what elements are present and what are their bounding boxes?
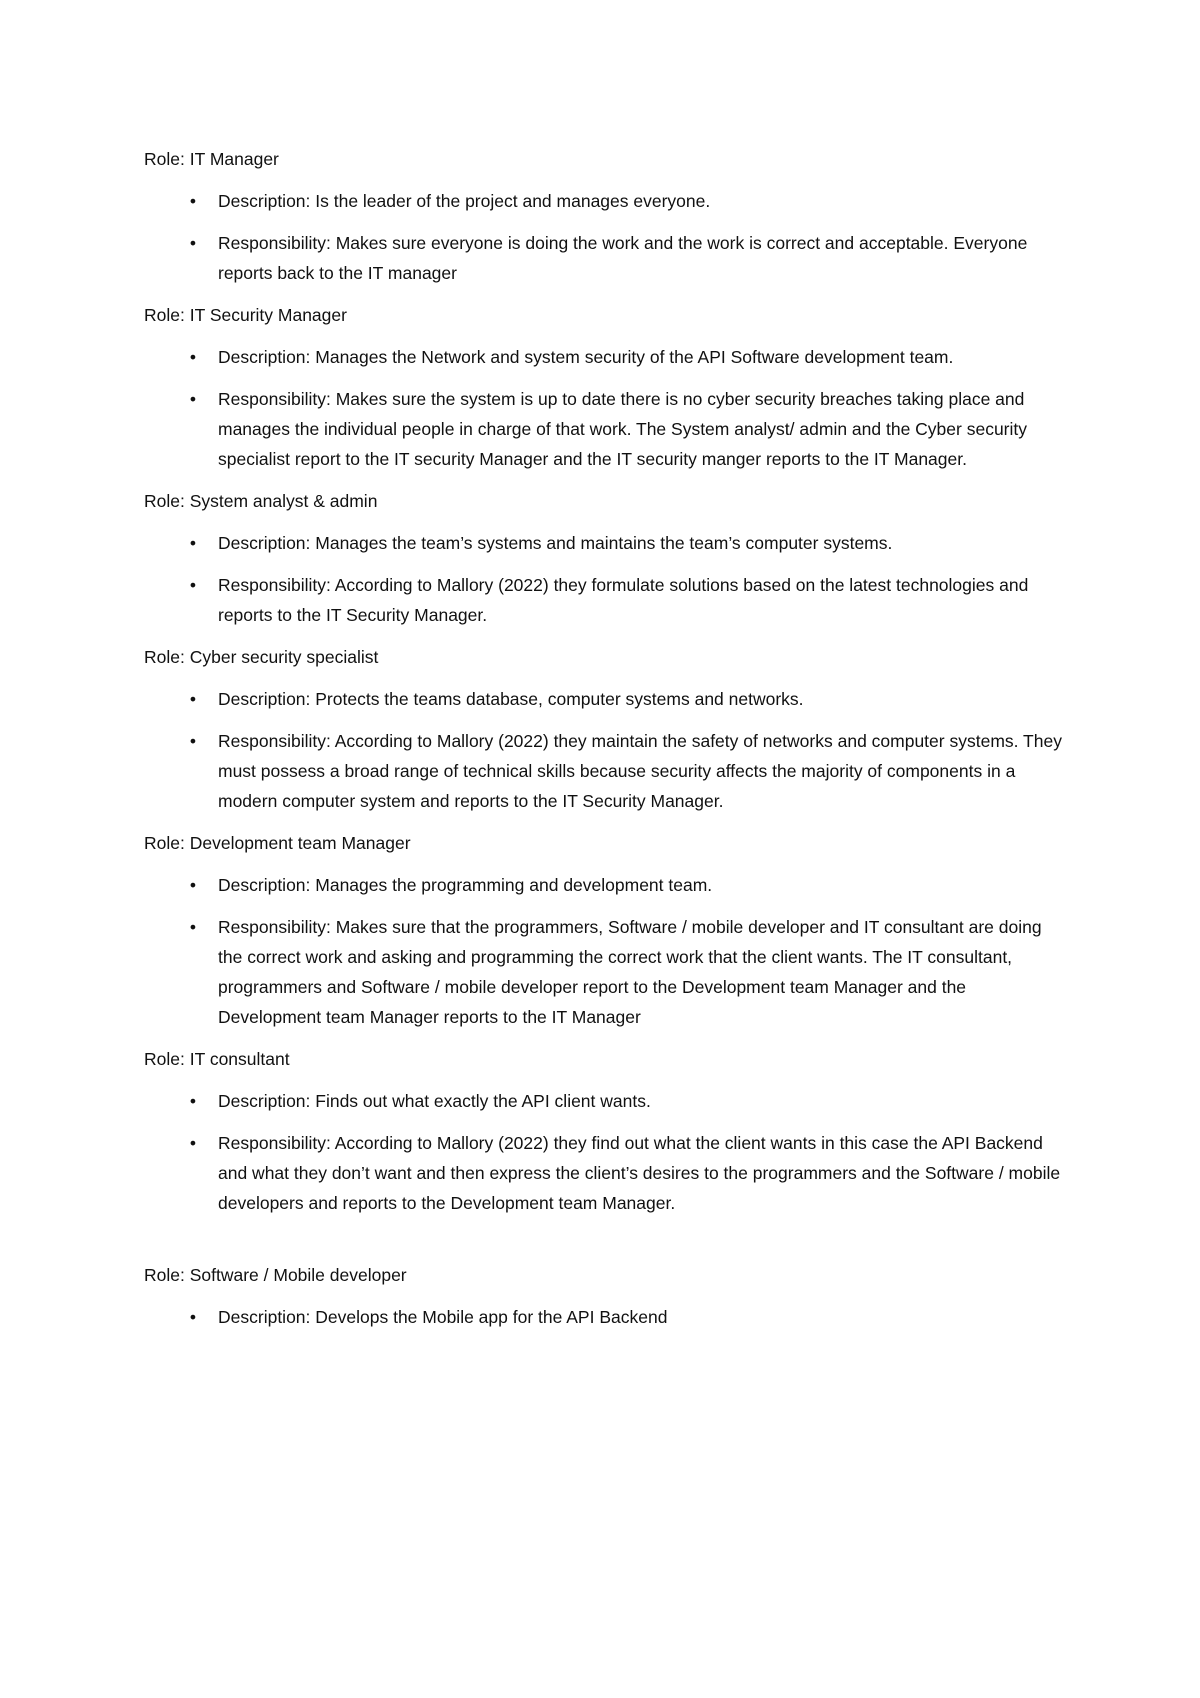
responsibility-text: Responsibility: According to Mallory (2022) they formulate solutions based on the latest technologies and reports to the IT Security Manager. [218,575,1029,625]
list-item [144,1128,1064,1218]
role-heading: Role: System analyst & admin [144,491,378,511]
description-text: Description: Manages the programming and development team. [218,875,713,895]
responsibility-text: Responsibility: Makes sure that the programmers, Software / mobile developer and IT consultant are doing the correct work and asking and programming the correct work that the client wants. The IT consultant, programmers and Software / mobile developer report to the Development team Manager and the Development team Manager reports to the IT Manager [218,917,1042,1027]
list-item [144,228,1064,288]
role-section-it-manager [144,144,1064,288]
bullet-icon: • [189,1091,197,1111]
bullet-icon: • [189,875,197,895]
bullet-icon: • [189,575,197,595]
list-item [144,528,1064,558]
list-item [144,186,1064,216]
bullet-icon: • [189,731,197,751]
role-bullet-list [144,1302,1064,1332]
description-text: Description: Is the leader of the project and manages everyone. [218,191,711,211]
bullet-icon: • [189,1133,197,1153]
list-item [144,1302,1064,1332]
list-item [144,384,1064,474]
list-item [144,342,1064,372]
list-item [144,726,1064,816]
responsibility-text: Responsibility: According to Mallory (2022) they find out what the client wants in this case the API Backend and what they don’t want and then express the client’s desires to the programmers and the Software / mobile developers and reports to the Development team Manager. [218,1133,1061,1213]
bullet-icon: • [189,533,197,553]
bullet-icon: • [189,191,197,211]
list-item [144,684,1064,714]
role-section-software-mobile-developer [144,1260,1064,1332]
bullet-icon: • [189,689,197,709]
bullet-icon: • [189,917,197,937]
description-text: Description: Manages the Network and system security of the API Software development team. [218,347,954,367]
role-heading: Role: IT Manager [144,149,279,169]
role-bullet-list [144,342,1064,474]
bullet-icon: • [189,1307,197,1327]
responsibility-text: Responsibility: Makes sure the system is up to date there is no cyber security breaches taking place and manages the individual people in charge of that work. The System analyst/ admin and the Cyber security specialist report to the IT security Manager and the IT security manger reports to the IT Manager. [218,389,1028,469]
role-heading: Role: Development team Manager [144,833,411,853]
list-item [144,570,1064,630]
role-heading: Role: Software / Mobile developer [144,1265,407,1285]
list-item [144,1086,1064,1116]
bullet-icon: • [189,347,197,367]
responsibility-text: Responsibility: According to Mallory (2022) they maintain the safety of networks and computer systems. They must possess a broad range of technical skills because security affects the majority of components in a modern computer system and reports to the IT Security Manager. [218,731,1062,811]
document-body [144,144,1064,1344]
role-section-it-consultant [144,1044,1064,1218]
list-item [144,870,1064,900]
blank-line [144,1230,1064,1260]
role-bullet-list [144,684,1064,816]
role-heading: Role: IT Security Manager [144,305,347,325]
bullet-icon: • [189,389,197,409]
role-section-system-analyst [144,486,1064,630]
description-text: Description: Protects the teams database, computer systems and networks. [218,689,804,709]
responsibility-text: Responsibility: Makes sure everyone is doing the work and the work is correct and acceptable. Everyone reports back to the IT manager [218,233,1028,283]
role-bullet-list [144,528,1064,630]
role-bullet-list [144,186,1064,288]
description-text: Description: Finds out what exactly the API client wants. [218,1091,651,1111]
description-text: Description: Develops the Mobile app for the API Backend [218,1307,668,1327]
description-text: Description: Manages the team’s systems and maintains the team’s computer systems. [218,533,893,553]
role-bullet-list [144,1086,1064,1218]
list-item [144,912,1064,1032]
role-bullet-list [144,870,1064,1032]
role-section-it-security-manager [144,300,1064,474]
role-heading: Role: IT consultant [144,1049,290,1069]
role-section-cyber-security-specialist [144,642,1064,816]
bullet-icon: • [189,233,197,253]
role-heading: Role: Cyber security specialist [144,647,379,667]
role-section-development-team-manager [144,828,1064,1032]
